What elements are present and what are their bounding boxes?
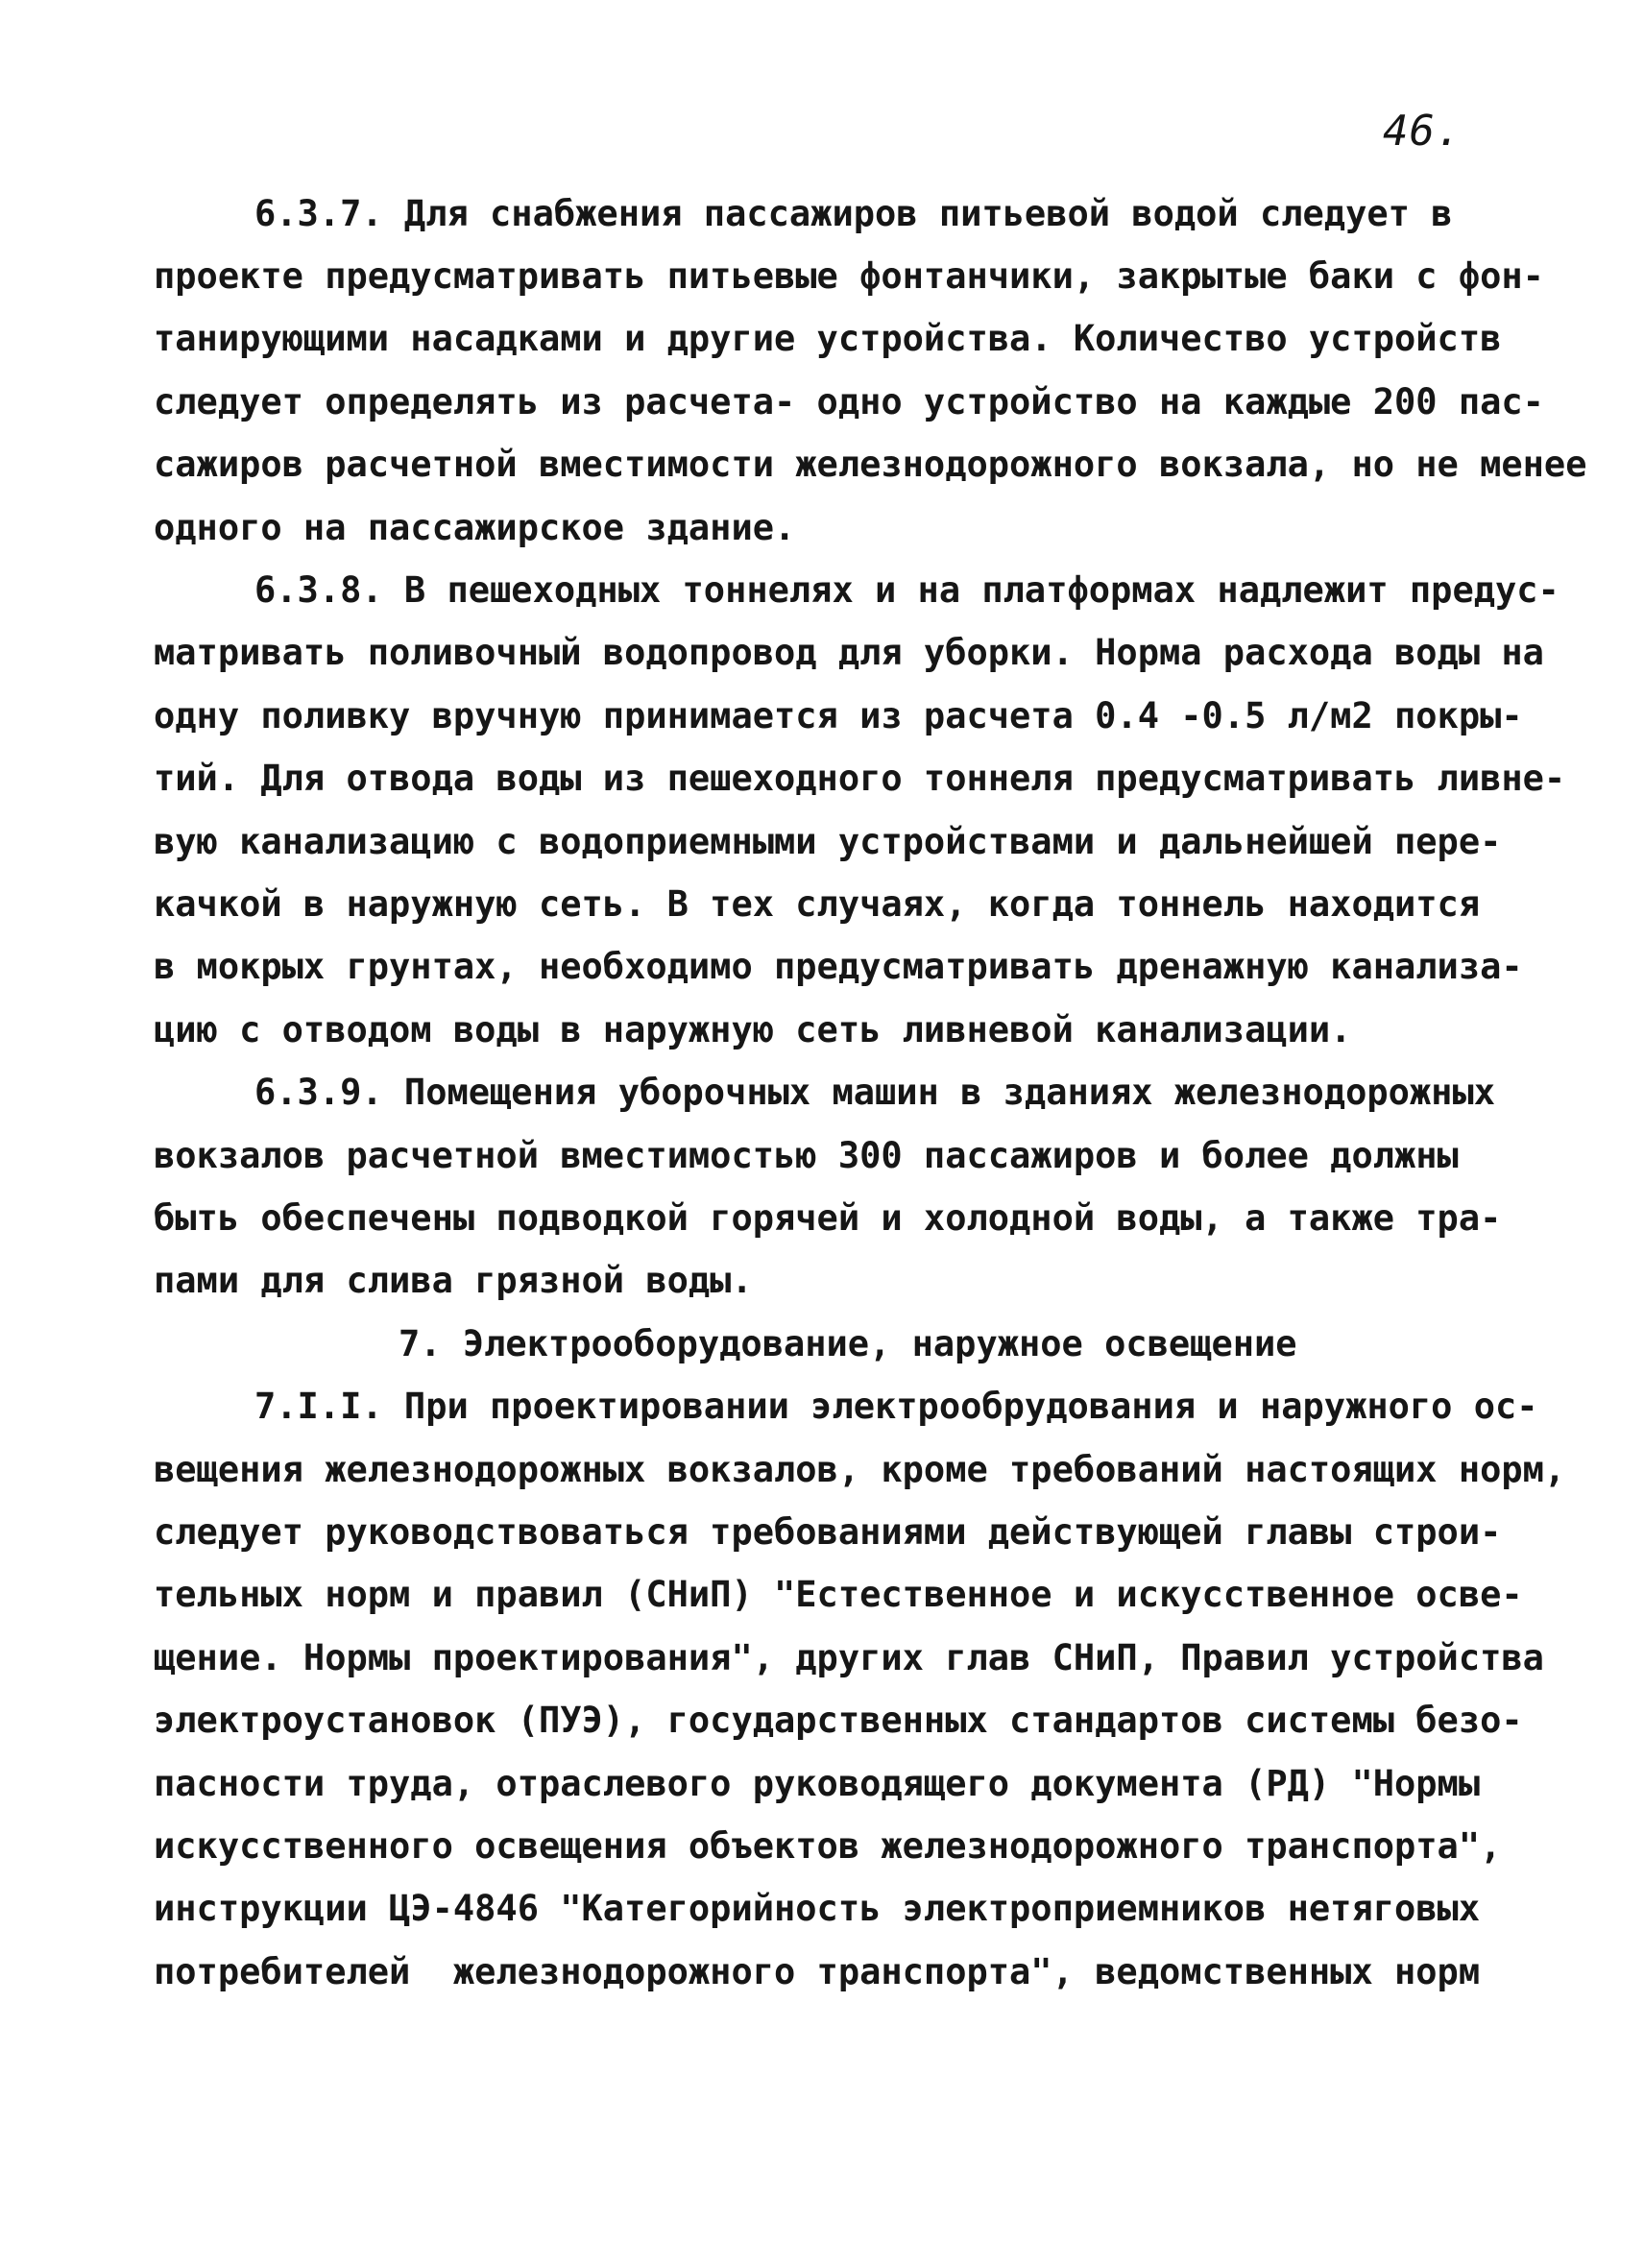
paragraph-6-3-8-line-8: цию с отводом воды в наружную сеть ливневой канализации. <box>154 1009 1352 1050</box>
section-7-heading: 7. Электрооборудование, наружное освещение <box>399 1323 1297 1364</box>
paragraph-7-1-1-line-6: электроустановок (ПУЭ), государственных стандартов системы безо- <box>154 1700 1523 1741</box>
paragraph-7-1-1-line-10: потребителей железнодорожного транспорта", ведомственных норм <box>154 1951 1481 1992</box>
paragraph-7-1-1-line-8: искусственного освещения объектов железнодорожного транспорта", <box>154 1825 1502 1867</box>
paragraph-6-3-8-line-6: качкой в наружную сеть. В тех случаях, когда тоннель находится <box>154 883 1481 925</box>
paragraph-6-3-7-line-1: 6.3.7. Для снабжения пассажиров питьевой водой следует в <box>254 193 1453 234</box>
paragraph-6-3-8-line-4: тий. Для отвода воды из пешеходного тоннеля предусматривать ливне- <box>154 758 1566 799</box>
paragraph-6-3-7-line-4: следует определять из расчета- одно устройство на каждые 200 пас- <box>154 381 1544 422</box>
paragraph-7-1-1-line-7: пасности труда, отраслевого руководящего документа (РД) "Нормы <box>154 1763 1481 1804</box>
paragraph-7-1-1-line-3: следует руководствоваться требованиями действующей главы строи- <box>154 1511 1502 1553</box>
paragraph-6-3-7-line-3: танирующими насадками и другие устройства. Количество устройств <box>154 318 1502 359</box>
paragraph-7-1-1-line-5: щение. Нормы проектирования", других глав СНиП, Правил устройства <box>154 1637 1544 1678</box>
paragraph-6-3-9-line-4: пами для слива грязной воды. <box>154 1260 753 1301</box>
paragraph-6-3-8-line-3: одну поливку вручную принимается из расчета 0.4 -0.5 л/м2 покры- <box>154 695 1523 736</box>
paragraph-6-3-8-line-5: вую канализацию с водоприемными устройствами и дальнейшей пере- <box>154 821 1502 862</box>
page-number: 46. <box>1383 107 1463 156</box>
paragraph-6-3-8-line-1: 6.3.8. В пешеходных тоннелях и на платформах надлежит предус- <box>254 569 1559 611</box>
paragraph-7-1-1-line-1: 7.I.I. При проектировании электрообрудования и наружного ос- <box>254 1386 1538 1427</box>
paragraph-6-3-9-line-2: вокзалов расчетной вместимостью 300 пассажиров и более должны <box>154 1135 1459 1176</box>
paragraph-6-3-9-line-1: 6.3.9. Помещения уборочных машин в зданиях железнодорожных <box>254 1072 1496 1113</box>
paragraph-7-1-1-line-2: вещения железнодорожных вокзалов, кроме требований настоящих норм, <box>154 1449 1566 1490</box>
paragraph-6-3-7-line-6: одного на пассажирское здание. <box>154 507 796 548</box>
paragraph-6-3-7-line-5: сажиров расчетной вместимости железнодорожного вокзала, но не менее <box>154 444 1587 485</box>
paragraph-6-3-8-line-7: в мокрых грунтах, необходимо предусматривать дренажную канализа- <box>154 946 1523 987</box>
paragraph-6-3-8-line-2: матривать поливочный водопровод для уборки. Норма расхода воды на <box>154 632 1544 673</box>
paragraph-6-3-7-line-2: проекте предусматривать питьевые фонтанчики, закрытые баки с фон- <box>154 255 1544 297</box>
paragraph-7-1-1-line-9: инструкции ЦЭ-4846 "Категорийность электроприемников нетяговых <box>154 1888 1481 1929</box>
paragraph-7-1-1-line-4: тельных норм и правил (СНиП) "Естественное и искусственное осве- <box>154 1574 1523 1615</box>
paragraph-6-3-9-line-3: быть обеспечены подводкой горячей и холодной воды, а также тра- <box>154 1197 1502 1239</box>
